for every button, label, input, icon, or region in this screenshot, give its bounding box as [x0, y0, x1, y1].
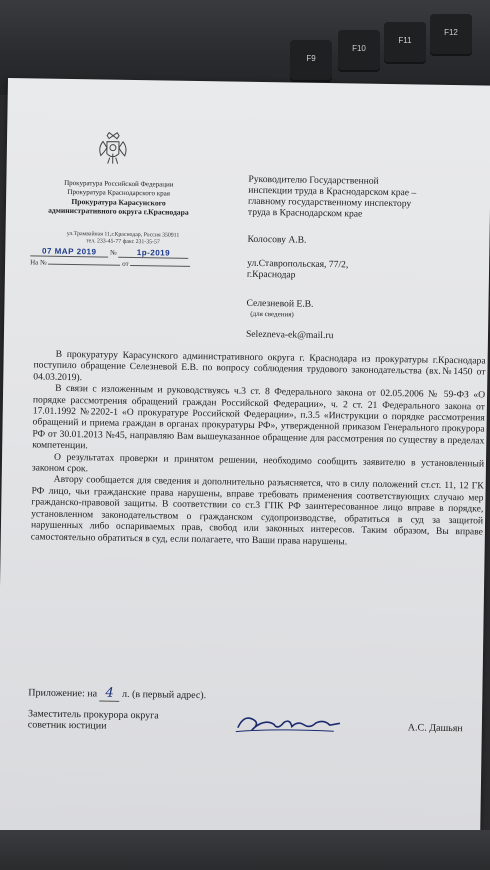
org-line-3: Прокуратура Карасунского [71, 197, 166, 208]
attachment-prefix: Приложение: на [28, 687, 98, 700]
paragraph-3: О результатах проверки и принятом решении, необходимо сообщить заявителю в установленный законом срок. [31, 451, 485, 475]
applicant-name: Селезневой Е.В. [246, 297, 314, 310]
date-stamp: 07 МАР 2019 [41, 246, 97, 257]
letter-body [31, 348, 486, 549]
key-f12: F12 [430, 14, 472, 54]
number-label: № [109, 248, 117, 257]
registration-line [30, 246, 188, 258]
letterhead [31, 178, 207, 217]
coat-of-arms-icon [95, 129, 132, 170]
org-line-4: административного округа г.Краснодара [48, 205, 189, 217]
org-line-1: Прокуратура Российской Федерации [64, 178, 174, 189]
registration-number: 1р-2019 [136, 248, 171, 258]
paragraph-1: В прокуратуру Карасунского административного округа г. Краснодара из прокуратуры г.Краснодара поступило обращение Селезневой Е.В. по вопросу соблюдения трудового законодательства (вх.№1450 от 04.03.2019). [33, 348, 486, 384]
reference-line [30, 258, 190, 269]
key-f10: F10 [338, 30, 380, 70]
letter-page [0, 78, 490, 838]
recipient-line-1: Руководителю Государственной [248, 173, 379, 187]
signer-block [28, 708, 159, 732]
applicant-note: (для сведения) [250, 309, 294, 319]
signer-position: Заместитель прокурора округа [27, 708, 159, 722]
applicant-block [246, 298, 313, 321]
key-f9: F9 [290, 40, 332, 80]
recipient-line-2: инспекции труда в Краснодарском крае – [248, 184, 417, 199]
signer-name: А.С. Дашьян [407, 722, 463, 735]
paragraph-2: В связи с изложенным и руководствуясь ч.3 ст. 8 Федерального закона от 02.05.2006 № 59-ФЗ «О порядке рассмотрения обращений граждан Российской Федерации», ч. 2 ст. 21 Федерального закона от 17.01.1992 №2202-1 «О прокуратуре Российской Федерации», п.3.5 «Инструкции о порядке рассмотрения обращений и приема граждан в органах прокуратуры РФ», утвержденной приказом Генерального прокурора РФ от 30.01.2013 №45, направляю Вам вышеуказанное обращение для рассмотрения по существу в пределах компетенции. [32, 382, 486, 452]
org-line-2: Прокуратура Краснодарского края [67, 187, 171, 198]
paragraph-4: Автору сообщается для сведения и дополнительно разъясняется, что в силу положений ст.ст. 11, 12 ГК РФ лицо, чьи гражданские права нарушены, вправе требовать применения соответствующих случаю мер гражданско-правовой защиты. В соответствии со ст.3 ГПК РФ заинтересованное лицо вправе в порядке, установленном законодательством о гражданском судопроизводстве, обратиться в суд за защитой нарушенных либо оспариваемых прав, свобод или законных интересов. Таким образом, Вы вправе самостоятельно обратиться в суд, если полагаете, что Ваши права нарушены. [30, 474, 484, 547]
reference-number-label: На № [30, 258, 47, 267]
recipient-name: Колосову А.В. [247, 233, 307, 246]
phone-text: тел. 233-45-77 факс 231-35-57 [86, 238, 160, 246]
recipient-address [247, 258, 349, 282]
recipient-block [248, 174, 417, 221]
address-text: ул.Трамвайная 11,г.Краснодар, Россия 350911 [66, 230, 180, 239]
desk-surface [0, 830, 490, 870]
recipient-address-2: г.Краснодар [246, 268, 296, 281]
letterhead-address [35, 230, 210, 247]
recipient-address-1: ул.Ставропольская, 77/2, [247, 257, 349, 271]
attachment-count: 4 [99, 686, 119, 702]
signer-rank: советник юстиции [27, 719, 107, 732]
applicant-email: Selezneva-ek@mail.ru [245, 328, 334, 342]
attachment-suffix: л. (в первый адрес). [121, 688, 207, 702]
attachment-line [28, 684, 206, 703]
recipient-line-4: труда в Краснодарском крае [247, 206, 363, 220]
key-f11: F11 [384, 22, 426, 62]
handwritten-signature [234, 710, 344, 740]
reference-from-label: от [122, 259, 129, 268]
recipient-line-3: главному государственному инспектору [248, 195, 412, 210]
